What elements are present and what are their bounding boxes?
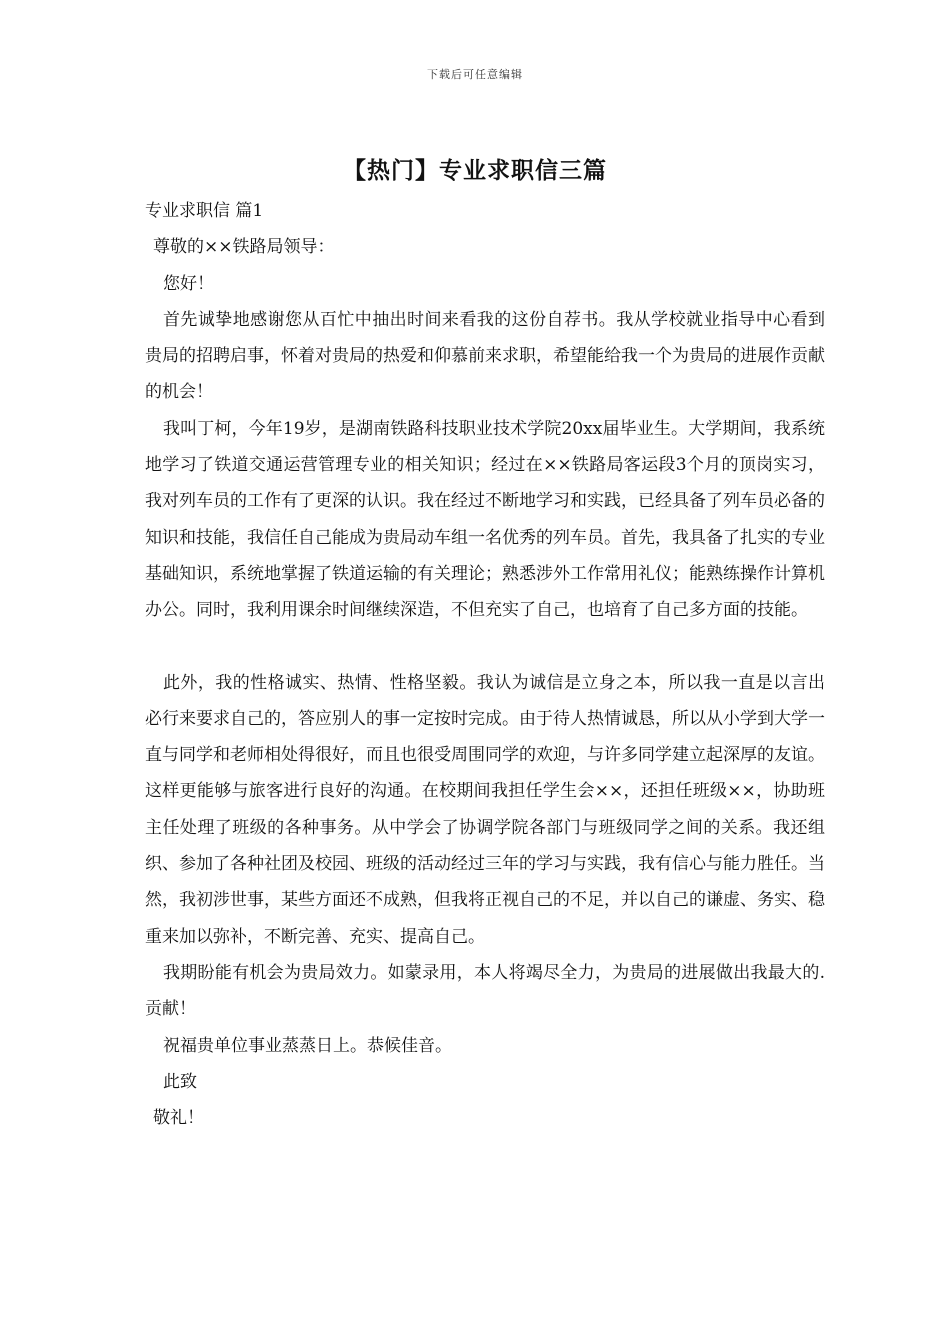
document-body [145,193,825,1136]
salutation: 尊敬的××铁路局领导： [153,237,335,258]
paragraph-wishes: 祝福贵单位事业蒸蒸日上。恭候佳音。 [163,1035,452,1056]
paragraph-hope: 我期盼能有机会为贵局效力。如蒙录用，本人将竭尽全力，为贵局的进展做出我最大的.贡献！ [145,962,825,1020]
header-note: 下载后可任意编辑 [427,68,523,81]
paragraph-background: 我叫丁柯，今年19岁，是湖南铁路科技职业技术学院20xx届毕业生。大学期间，我系统地学习了铁道交通运营管理专业的相关知识；经过在××铁路局客运段3个月的顶岗实习，我对列车员的工作有了更深的认识。我在经过不断地学习和实践，已经具备了列车员必备的知识和技能，我信任自己能成为贵局动车组一名优秀的列车员。首先，我具备了扎实的专业基础知识，系统地掌握了铁道运输的有关理论；熟悉涉外工作常用礼仪；能熟练操作计算机办公。同时，我利用课余时间继续深造，不但充实了自己，也培育了自己多方面的技能。 [145,418,825,621]
section-heading: 专业求职信 篇1 [145,201,264,221]
greeting: 您好！ [163,273,214,294]
closing-line-2: 敬礼！ [153,1108,204,1129]
paragraph-intro: 首先诚挚地感谢您从百忙中抽出时间来看我的这份自荐书。我从学校就业指导中心看到贵局的招聘启事，怀着对贵局的热爱和仰慕前来求职，希望能给我一个为贵局的进展作贡献的机会！ [145,309,825,403]
closing-line-1: 此致 [163,1071,197,1092]
paragraph-character: 此外，我的性格诚实、热情、性格坚毅。我认为诚信是立身之本，所以我一直是以言出必行来要求自己的，答应别人的事一定按时完成。由于待人热情诚恳，所以从小学到大学一直与同学和老师相处得很好，而且也很受周围同学的欢迎，与许多同学建立起深厚的友谊。这样更能够与旅客进行良好的沟通。在校期间我担任学生会××，还担任班级××，协助班主任处理了班级的各种事务。从中学会了协调学院各部门与班级同学之间的关系。我还组织、参加了各种社团及校园、班级的活动经过三年的学习与实践，我有信心与能力胜任。当然，我初涉世事，某些方面还不成熟，但我将正视自己的不足，并以自己的谦虚、务实、稳重来加以弥补，不断完善、充实、提高自己。 [145,672,825,947]
paragraph-gap [145,629,825,665]
document-title: 【热门】专业求职信三篇 [343,157,607,184]
